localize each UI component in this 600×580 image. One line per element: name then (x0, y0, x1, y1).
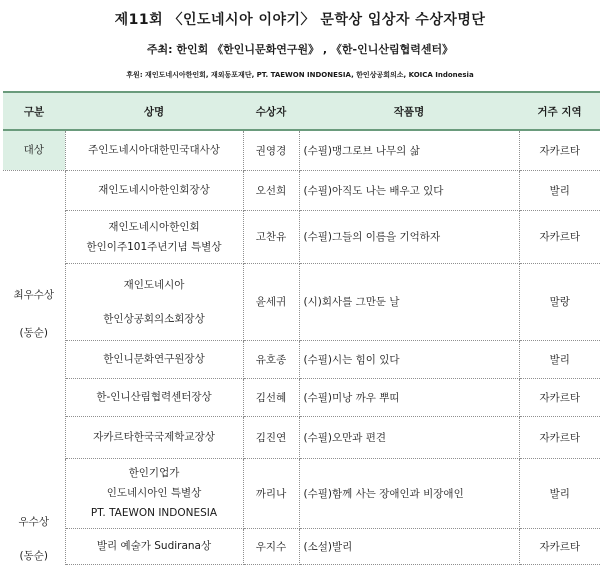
category-merit (3, 458, 65, 564)
work-title-cell: (수필)아직도 나는 배우고 있다 (299, 170, 519, 210)
column-header-division: 구분 (3, 92, 65, 130)
host-line: 주최: 한인회 《한인니문화연구원》 , 《한-인니산림협력센터》 (146, 43, 454, 56)
award-name-cell (65, 263, 243, 340)
table-header-row (3, 92, 600, 130)
category-note: (동순) (19, 550, 48, 562)
table-row (3, 210, 600, 263)
table-row (3, 458, 600, 528)
winner-name-cell: 윤세귀 (243, 263, 299, 340)
region-cell: 자카르타 (519, 528, 600, 564)
table-row (3, 378, 600, 416)
region-cell: 발리 (519, 170, 600, 210)
award-name-line: 재인도네시아한인회 (108, 220, 200, 233)
award-name-line: 재인도네시아 (123, 278, 185, 291)
winner-name-cell: 김진연 (243, 416, 299, 458)
award-name-line: 한인이주101주년기념 특별상 (86, 240, 222, 253)
table-row (3, 528, 600, 564)
winner-name-cell: 유호종 (243, 340, 299, 378)
table-row (3, 340, 600, 378)
award-name-line: PT. TAEWON INDONESIA (90, 507, 218, 519)
region-cell: 자카르타 (519, 130, 600, 170)
category-label: 대상 (23, 144, 44, 157)
award-name-line: 한인기업가 (128, 467, 180, 479)
column-header-award: 상명 (65, 92, 243, 130)
table-row (3, 170, 600, 210)
award-name-cell (65, 458, 243, 528)
work-title-cell: (수필)시는 힘이 있다 (299, 340, 519, 378)
region-cell: 자카르타 (519, 416, 600, 458)
award-name-line: 자카르타한국국제학교장상 (93, 431, 215, 443)
work-title-cell: (수필)맹그로브 나무의 삶 (299, 130, 519, 170)
award-name-line: 주인도네시아대한민국대사상 (88, 144, 220, 157)
award-name-line: 한인니문화연구원장상 (103, 353, 205, 365)
column-header-region: 거주 지역 (519, 92, 600, 130)
column-header-work: 작품명 (299, 92, 519, 130)
award-name-line: 재인도네시아한인회장상 (98, 184, 210, 196)
table-row (3, 130, 600, 170)
document-title: 제11회 〈인도네시아 이야기〉 문학상 입상자 수상자명단 (114, 12, 486, 28)
work-title-cell: (수필)함께 사는 장애인과 비장애인 (299, 458, 519, 528)
winner-name-cell: 까리나 (243, 458, 299, 528)
winner-name-cell: 권영경 (243, 130, 299, 170)
category-excellence (3, 170, 65, 458)
sponsor-line: 후원: 재인도네시아한인회, 재외동포재단, PT. TAEWON INDONESIA, 한인상공회의소, KOICA Indonesia (126, 71, 474, 79)
award-name-line: 발리 예술가 Sudirana상 (96, 540, 212, 552)
award-name-cell (65, 378, 243, 416)
winner-name-cell: 오선희 (243, 170, 299, 210)
region-cell: 말랑 (519, 263, 600, 340)
award-name-cell (65, 130, 243, 170)
award-name-cell (65, 170, 243, 210)
award-name-cell (65, 210, 243, 263)
award-name-line: 인도네시아인 특별상 (106, 487, 202, 499)
work-title-cell: (시)회사를 그만둔 날 (299, 263, 519, 340)
category-label: 최우수상 (13, 289, 55, 302)
winner-name-cell: 고찬유 (243, 210, 299, 263)
category-grand-prize (3, 130, 65, 170)
winner-name-cell: 우지수 (243, 528, 299, 564)
column-header-winner: 수상자 (243, 92, 299, 130)
category-note: (동순) (19, 327, 48, 340)
award-name-line: 한-인니산림협력센터장상 (96, 391, 212, 403)
winners-table (3, 91, 600, 565)
award-name-cell (65, 416, 243, 458)
table-row (3, 416, 600, 458)
region-cell: 발리 (519, 340, 600, 378)
work-title-cell: (수필)오만과 편견 (299, 416, 519, 458)
work-title-cell: (수필)그들의 이름을 기억하자 (299, 210, 519, 263)
region-cell: 자카르타 (519, 210, 600, 263)
region-cell: 자카르타 (519, 378, 600, 416)
award-name-cell (65, 340, 243, 378)
winner-name-cell: 김선혜 (243, 378, 299, 416)
award-name-cell (65, 528, 243, 564)
category-label: 우수상 (18, 516, 49, 528)
work-title-cell: (수필)미낭 까우 뿌띠 (299, 378, 519, 416)
region-cell: 발리 (519, 458, 600, 528)
award-name-line: 한인상공회의소회장상 (103, 312, 205, 325)
table-row (3, 263, 600, 340)
work-title-cell: (소설)발리 (299, 528, 519, 564)
